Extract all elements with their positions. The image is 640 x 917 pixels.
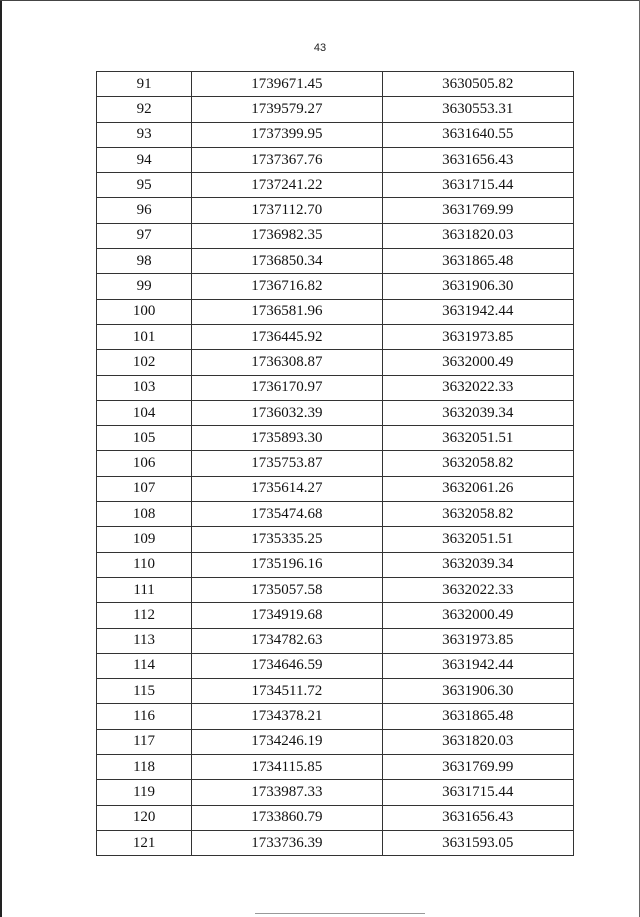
- x-coordinate-cell: 1736581.96: [192, 299, 382, 324]
- point-number-cell: 118: [97, 755, 192, 780]
- point-number-cell: 119: [97, 780, 192, 805]
- x-coordinate-cell: 1734378.21: [192, 704, 382, 729]
- x-coordinate-cell: 1734919.68: [192, 603, 382, 628]
- y-coordinate-cell: 3632022.33: [382, 577, 573, 602]
- x-coordinate-cell: 1735893.30: [192, 426, 382, 451]
- x-coordinate-cell: 1737241.22: [192, 173, 382, 198]
- x-coordinate-cell: 1737399.95: [192, 122, 382, 147]
- x-coordinate-cell: 1736982.35: [192, 223, 382, 248]
- table-row: [97, 755, 574, 780]
- y-coordinate-cell: 3631906.30: [382, 679, 573, 704]
- point-number-cell: 117: [97, 729, 192, 754]
- y-coordinate-cell: 3631769.99: [382, 755, 573, 780]
- point-number-cell: 109: [97, 527, 192, 552]
- point-number-cell: 94: [97, 147, 192, 172]
- table-row: [97, 72, 574, 97]
- point-number-cell: 92: [97, 97, 192, 122]
- table-row: [97, 249, 574, 274]
- x-coordinate-cell: 1733860.79: [192, 805, 382, 830]
- table-row: [97, 426, 574, 451]
- x-coordinate-cell: 1735196.16: [192, 552, 382, 577]
- point-number-cell: 97: [97, 223, 192, 248]
- point-number-cell: 104: [97, 400, 192, 425]
- coordinates-table-body: [97, 72, 574, 856]
- x-coordinate-cell: 1733987.33: [192, 780, 382, 805]
- point-number-cell: 110: [97, 552, 192, 577]
- y-coordinate-cell: 3630553.31: [382, 97, 573, 122]
- table-row: [97, 274, 574, 299]
- point-number-cell: 91: [97, 72, 192, 97]
- x-coordinate-cell: 1735614.27: [192, 476, 382, 501]
- page-edge-top: [0, 0, 640, 1]
- x-coordinate-cell: 1734782.63: [192, 628, 382, 653]
- y-coordinate-cell: 3632051.51: [382, 527, 573, 552]
- point-number-cell: 108: [97, 502, 192, 527]
- y-coordinate-cell: 3631820.03: [382, 729, 573, 754]
- point-number-cell: 95: [97, 173, 192, 198]
- table-row: [97, 830, 574, 855]
- x-coordinate-cell: 1739671.45: [192, 72, 382, 97]
- table-row: [97, 324, 574, 349]
- table-row: [97, 198, 574, 223]
- point-number-cell: 93: [97, 122, 192, 147]
- y-coordinate-cell: 3632051.51: [382, 426, 573, 451]
- y-coordinate-cell: 3631656.43: [382, 147, 573, 172]
- y-coordinate-cell: 3632058.82: [382, 502, 573, 527]
- y-coordinate-cell: 3631973.85: [382, 628, 573, 653]
- y-coordinate-cell: 3631942.44: [382, 653, 573, 678]
- page-edge-left: [0, 0, 2, 917]
- table-row: [97, 679, 574, 704]
- x-coordinate-cell: 1735335.25: [192, 527, 382, 552]
- y-coordinate-cell: 3631942.44: [382, 299, 573, 324]
- point-number-cell: 96: [97, 198, 192, 223]
- y-coordinate-cell: 3631906.30: [382, 274, 573, 299]
- point-number-cell: 114: [97, 653, 192, 678]
- table-row: [97, 400, 574, 425]
- point-number-cell: 111: [97, 577, 192, 602]
- table-row: [97, 805, 574, 830]
- x-coordinate-cell: 1736716.82: [192, 274, 382, 299]
- table-row: [97, 780, 574, 805]
- point-number-cell: 115: [97, 679, 192, 704]
- y-coordinate-cell: 3631640.55: [382, 122, 573, 147]
- y-coordinate-cell: 3632000.49: [382, 603, 573, 628]
- point-number-cell: 120: [97, 805, 192, 830]
- y-coordinate-cell: 3631865.48: [382, 249, 573, 274]
- y-coordinate-cell: 3631656.43: [382, 805, 573, 830]
- y-coordinate-cell: 3632058.82: [382, 451, 573, 476]
- x-coordinate-cell: 1735474.68: [192, 502, 382, 527]
- x-coordinate-cell: 1734115.85: [192, 755, 382, 780]
- table-row: [97, 653, 574, 678]
- table-row: [97, 476, 574, 501]
- point-number-cell: 99: [97, 274, 192, 299]
- x-coordinate-cell: 1733736.39: [192, 830, 382, 855]
- page-number: 43: [313, 42, 327, 54]
- point-number-cell: 100: [97, 299, 192, 324]
- y-coordinate-cell: 3631593.05: [382, 830, 573, 855]
- table-row: [97, 375, 574, 400]
- x-coordinate-cell: 1736308.87: [192, 350, 382, 375]
- point-number-cell: 103: [97, 375, 192, 400]
- x-coordinate-cell: 1737112.70: [192, 198, 382, 223]
- table-row: [97, 603, 574, 628]
- table-row: [97, 552, 574, 577]
- y-coordinate-cell: 3632061.26: [382, 476, 573, 501]
- table-row: [97, 628, 574, 653]
- y-coordinate-cell: 3631769.99: [382, 198, 573, 223]
- y-coordinate-cell: 3632039.34: [382, 552, 573, 577]
- x-coordinate-cell: 1736170.97: [192, 375, 382, 400]
- y-coordinate-cell: 3631865.48: [382, 704, 573, 729]
- y-coordinate-cell: 3632039.34: [382, 400, 573, 425]
- point-number-cell: 105: [97, 426, 192, 451]
- y-coordinate-cell: 3632000.49: [382, 350, 573, 375]
- point-number-cell: 101: [97, 324, 192, 349]
- x-coordinate-cell: 1736850.34: [192, 249, 382, 274]
- table-row: [97, 97, 574, 122]
- y-coordinate-cell: 3631973.85: [382, 324, 573, 349]
- table-row: [97, 350, 574, 375]
- y-coordinate-cell: 3630505.82: [382, 72, 573, 97]
- point-number-cell: 112: [97, 603, 192, 628]
- x-coordinate-cell: 1739579.27: [192, 97, 382, 122]
- x-coordinate-cell: 1734646.59: [192, 653, 382, 678]
- point-number-cell: 107: [97, 476, 192, 501]
- table-row: [97, 451, 574, 476]
- x-coordinate-cell: 1734246.19: [192, 729, 382, 754]
- table-row: [97, 527, 574, 552]
- x-coordinate-cell: 1736032.39: [192, 400, 382, 425]
- table-row: [97, 704, 574, 729]
- table-row: [97, 173, 574, 198]
- point-number-cell: 116: [97, 704, 192, 729]
- y-coordinate-cell: 3632022.33: [382, 375, 573, 400]
- table-row: [97, 729, 574, 754]
- x-coordinate-cell: 1735753.87: [192, 451, 382, 476]
- x-coordinate-cell: 1735057.58: [192, 577, 382, 602]
- point-number-cell: 98: [97, 249, 192, 274]
- table-row: [97, 502, 574, 527]
- table-row: [97, 299, 574, 324]
- y-coordinate-cell: 3631820.03: [382, 223, 573, 248]
- table-row: [97, 147, 574, 172]
- coordinates-table: [96, 71, 574, 856]
- point-number-cell: 121: [97, 830, 192, 855]
- y-coordinate-cell: 3631715.44: [382, 173, 573, 198]
- x-coordinate-cell: 1736445.92: [192, 324, 382, 349]
- point-number-cell: 106: [97, 451, 192, 476]
- table-row: [97, 122, 574, 147]
- table-row: [97, 577, 574, 602]
- x-coordinate-cell: 1737367.76: [192, 147, 382, 172]
- page-footer-line: [255, 913, 425, 914]
- table-row: [97, 223, 574, 248]
- point-number-cell: 102: [97, 350, 192, 375]
- point-number-cell: 113: [97, 628, 192, 653]
- y-coordinate-cell: 3631715.44: [382, 780, 573, 805]
- x-coordinate-cell: 1734511.72: [192, 679, 382, 704]
